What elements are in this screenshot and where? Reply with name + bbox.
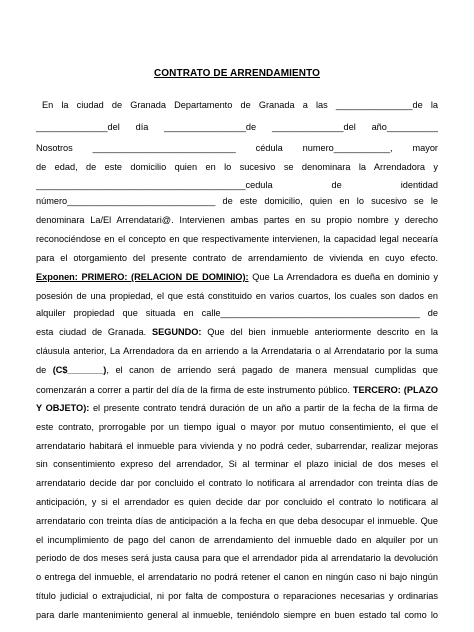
line-text: ______________del día ________________de ______________del año__________: [36, 122, 438, 132]
line-text: arrendatario decide dar por concluido el contrato lo notificara al arrendador con treinta días de: [36, 478, 438, 488]
bold-clause-heading: Y OBJETO):: [36, 403, 90, 413]
body-line: [36, 326, 438, 338]
line-text: periodo de dos meses será justa causa para que el arrendador pida al arrendatario la devolución: [36, 553, 438, 563]
line-text: arrendatario habitará el inmueble para vivienda y no podrá ceder, subarrendar, realizar mejoras: [36, 441, 438, 451]
line-text: reconociéndose en el concepto en que respectivamente intervienen, la capacidad legal necearía: [36, 234, 438, 244]
bold-clause-heading: SEGUNDO:: [151, 327, 202, 337]
body-line: [36, 142, 438, 154]
body-line: [36, 496, 438, 508]
line-text: el presente contrato tendrá duración de un año a partir de la fecha de la firma de: [89, 403, 438, 413]
line-text: número_____________________________ de este domicilio, quien en lo sucesivo se le: [36, 196, 438, 206]
body-line: [36, 307, 438, 319]
body-line: [36, 179, 438, 191]
line-text: para el otorgamiento del presente contrato de arrendamiento de vivienda en cuyo efecto.: [36, 253, 438, 263]
body-line: [36, 345, 438, 357]
line-text: el incumplimiento de pago del canon de arrendamiento del inmueble dado en alquiler por un: [36, 535, 438, 545]
body-line: [42, 99, 438, 111]
body-line: [36, 590, 438, 602]
line-text: alquiler propiedad que situada en calle_______________________________________ de: [36, 308, 438, 318]
body-line: [36, 534, 438, 546]
line-text: , el canon de arriendo será pagado de manera mensual cumplidas que: [106, 365, 438, 375]
line-text: este contrato, prorrogable por un tiempo igual o mayor por mutuo consentimiento, el que el: [36, 422, 438, 432]
line-text: Que del bien inmueble anteriormente descrito en la: [201, 327, 438, 337]
body-line: [36, 384, 438, 396]
body-line: [36, 515, 438, 527]
body-line: [36, 233, 438, 245]
line-text: comenzarán a correr a partir del día de la firma de este instrumento público.: [36, 385, 353, 395]
body-line: [36, 214, 438, 226]
bold-clause-heading: TERCERO: (PLAZO: [352, 385, 438, 395]
body-line: [36, 271, 438, 283]
line-text: posesión de una propiedad, el que está constituido en varios cuartos, los cuales son dados en: [36, 291, 438, 301]
body-line: [36, 609, 438, 621]
body-line: [36, 195, 438, 207]
line-text: de: [36, 365, 53, 375]
body-line: [36, 290, 438, 302]
line-text: Que La Arrendadora es dueña en dominio y: [248, 272, 438, 282]
line-text: sin consentimiento expreso del arrendador, Si al terminar el plazo inicial de dos meses el: [36, 459, 438, 469]
body-line: [36, 477, 438, 489]
line-text: anticipación, y si el arrendador es quien decide dar por concluido el contrato lo notificara al: [36, 497, 438, 507]
bold-clause-heading: (C$_______): [52, 365, 107, 375]
line-text: cláusula anterior, La Arrendadora da en arriendo a la Arrendataria o al Arrendatario por la suma: [36, 346, 438, 356]
line-text: arrendatario con treinta días de anticipación a la fecha en que deba desocupar el inmueble. Que: [36, 516, 438, 526]
body-line: [36, 421, 438, 433]
body-line: [36, 121, 438, 133]
line-text: En la ciudad de Granada Departamento de Granada a las _______________de la: [42, 100, 438, 110]
line-text: para darle mantenimiento general al inmueble, teniéndolo siempre en buen estado tal como lo: [36, 610, 438, 620]
line-text: esta ciudad de Granada.: [36, 327, 152, 337]
line-text: Nosotros ____________________________ cédula numero___________, mayor: [36, 143, 438, 153]
line-text: _________________________________________cedula de identidad: [36, 180, 438, 190]
body-line: [36, 364, 438, 376]
line-text: de edad, de este domicilio quien en lo sucesivo se denominara la Arrendadora y: [36, 162, 438, 172]
line-text: título judicial o extrajudicial, ni por falta de compostura o reparaciones necesarias y ordinarias: [36, 591, 438, 601]
line-text: o entrega del inmueble, el arrendatario no podrá retener el canon en ningún caso ni bajo ningún: [36, 572, 438, 582]
body-line: [36, 552, 438, 564]
body-line: [36, 161, 438, 173]
bold-clause-heading: Exponen: PRIMERO: (RELACION DE DOMINIO):: [36, 272, 249, 282]
body-line: [36, 402, 438, 414]
body-line: [36, 571, 438, 583]
document-title: CONTRATO DE ARRENDAMIENTO: [153, 68, 321, 79]
body-line: [36, 252, 438, 264]
body-line: [36, 440, 438, 452]
line-text: denominara La/El Arrendatari@. Intervienen ambas partes en su propio nombre y derecho: [36, 215, 438, 225]
body-line: [36, 458, 438, 470]
